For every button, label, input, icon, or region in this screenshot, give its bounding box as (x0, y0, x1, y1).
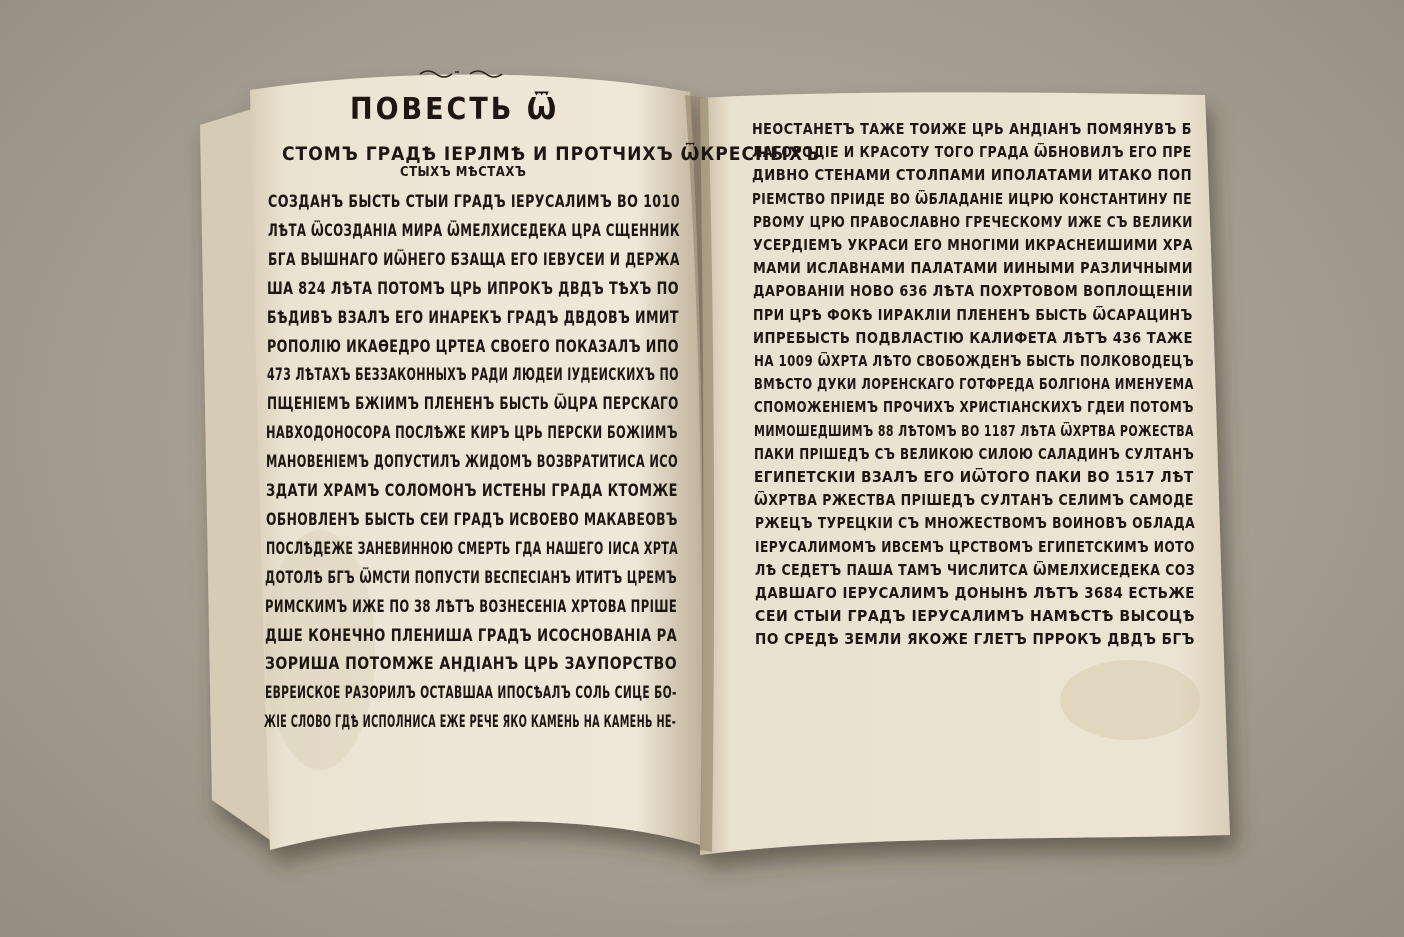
manuscript-line: МАМИ ИСЛАВНАМИ ПАЛАТАМИ ИИНЫМИ РАЗЛИЧНЫМИ (752, 259, 1193, 278)
manuscript-line: ЕВРЕИСКОЕ РАЗОРИЛЪ ОСТАВШАА ИПОСѢАЛЪ СОЛЬ СИЦЕ БО- (264, 683, 677, 704)
manuscript-line: ДАРОВАНІИ НОВО 636 ЛѢТА ПОХРТОВОМ ВОПЛОЩЕНІИ (753, 282, 1194, 301)
manuscript-line: ЛѢ СЕДЕТЪ ПАША ТАМЪ ЧИСЛИТСА ѾМЕЛХИСЕДЕКА СОЗ (754, 560, 1195, 579)
manuscript-line: ДИВНО СТЕНАМИ СТОЛПАМИ ИПОЛАТАМИ ИТАКО ПОП (752, 166, 1193, 185)
manuscript-line: ЖІЕ СЛОВО ГДѢ ИСПОЛНИСА ЕЖЕ РЕЧЕ ЯКО КАМЕНЬ НА КАМЕНЬ НЕ- (264, 712, 677, 733)
manuscript-line: ОБНОВЛЕНЪ БЫСТЬ СЕИ ГРАДЪ ИСВОЕВО МАКАВЕОВЪ (265, 509, 678, 530)
manuscript-line: НА 1009 ѾХРТА ЛѢТО СВОБОЖДЕНЪ БЫСТЬ ПОЛКОВОДЕЦЪ (753, 352, 1194, 370)
manuscript-line: СОЗДАНЪ БЫСТЬ СТЫИ ГРАДЪ ІЕРУСАЛИМЪ ВО 1010 (268, 192, 680, 212)
manuscript-line: РІЕМСТВО ПРІИДЕ ВО ѾБЛАДАНІЕ ИЦРЮ КОНСТАНТИНУ ПЕ (752, 189, 1193, 208)
manuscript-line: СЕИ СТЫИ ГРАДЪ ІЕРУСАЛИМЪ НАМѢСТѢ ВЫСОЦѢ (755, 607, 1196, 626)
page-subheading: СТОМЪ ГРАДѢ ІЕРЛМѢ И ПРОТЧИХЪ ѾКРЕСНЫХЪ (282, 143, 821, 165)
manuscript-line: ША 824 ЛѢТА ПОТОМЪ ЦРЬ ИПРОКЪ ДВДЪ ТѢХЪ ПО (267, 278, 680, 299)
manuscript-line: РЖЕЦЪ ТУРЕЦКІИ СЪ МНОЖЕСТВОМЪ ВОИНОВЪ ОБЛАДА (754, 514, 1195, 533)
manuscript-line: ПАКИ ПРІШЕДЪ СЪ ВЕЛИКОЮ СИЛОЮ САЛАДИНЪ СУЛТАНЪ (754, 444, 1195, 463)
manuscript-line: ПОСЛѢДЕЖЕ ЗАНЕВИННОЮ СМЕРТЬ ГДА НАШЕГО ІИСА ХРТА (265, 538, 678, 559)
manuscript-line: МАНОВЕНІЕМЪ ДОПУСТИЛЪ ЖИДОМЪ ВОЗВРАТИТИСА ИСО (266, 452, 679, 473)
page-subheading-2: СТЫХЪ МѢСТАХЪ (400, 165, 527, 180)
manuscript-line: ИПРЕБЫСТЬ ПОДВЛАСТІЮ КАЛИФЕТА ЛѢТЪ 436 ТАЖЕ (753, 328, 1194, 347)
manuscript-line: ЛѢТА ѾСОЗДАНІА МИРА ѾМЕЛХИСЕДЕКА ЦРА СЩЕННИК (267, 220, 680, 241)
manuscript-line: ДАВШАГО ІЕРУСАЛИМЪ ДОНЫНѢ ЛѢТЪ 3684 ЕСТЬЖЕ (755, 584, 1195, 602)
manuscript-line: ІЕРУСАЛИМОМЪ ИВСЕМЪ ЦРСТВОМЪ ЕГИПЕТСКИМЪ ИОТО (754, 537, 1195, 556)
manuscript-line: РВОМУ ЦРЮ ПРАВОСЛАВНО ГРЕЧЕСКОМУ ИЖЕ СЪ ВЕЛИКИ (752, 212, 1193, 231)
manuscript-line: БГА ВЫШНАГО ИѾНЕГО БЗАЩА ЕГО ІЕВУСЕИ И ДЕРЖА (267, 249, 680, 270)
page-heading: ПОВЕСТЬ Ѿ (350, 92, 560, 127)
manuscript-line: РОПОЛІЮ ИКАѲЕДРО ЦРТЕА СВОЕГО ПОКАЗАЛЪ ИПО (267, 336, 679, 357)
manuscript-line: БѢДИВЪ ВЗАЛЪ ЕГО ИНАРЕКЪ ГРАДЪ ДВДОВЪ ИМИТ (267, 307, 680, 328)
manuscript-line: ЕГИПЕТСКІИ ВЗАЛЪ ЕГО ИѾТОГО ПАКИ ВО 1517 ЛѢТ (754, 468, 1195, 486)
manuscript-line: РИМСКИМЪ ИЖЕ ПО 38 ЛѢТЪ ВОЗНЕСЕНІА ХРТОВА ПРІШЕ (265, 596, 678, 617)
manuscript-line: ВМѢСТО ДУКИ ЛОРЕНСКАГО ГОТФРЕДА БОЛГІОНА ИМЕНУЕМА (753, 375, 1194, 394)
manuscript-line: ѾХРТВА РЖЕСТВА ПРІШЕДЪ СУЛТАНЪ СЕЛИМЪ САМОДЕ (754, 491, 1195, 510)
manuscript-line: ПЩЕНІЕМЪ БЖІИМЪ ПЛЕНЕНЪ БЫСТЬ ѾЦРА ПЕРСКАГО (266, 394, 679, 415)
manuscript-line: ДШЕ КОНЕЧНО ПЛЕНИША ГРАДЪ ИСОСНОВАНІА РА (265, 625, 678, 646)
manuscript-line: НАВХОДОНОСОРА ПОСЛѢЖЕ КИРЪ ЦРЬ ПЕРСКИ БОЖІИМЪ (266, 423, 679, 444)
manuscript-line: СПОМОЖЕНІЕМЪ ПРОЧИХЪ ХРИСТІАНСКИХЪ ГДЕИ ПОТОМЪ (753, 398, 1194, 417)
manuscript-line: МИМОШЕДШИМЪ 88 ЛѢТОМЪ ВО 1187 ЛѢТА ѾХРТВА РОЖЕСТВА (753, 421, 1194, 440)
manuscript-line: ПРИ ЦРѢ ФОКѢ ІИРАКЛІИ ПЛЕНЕНЪ БЫСТЬ ѾСАРАЦИНЪ (753, 305, 1193, 324)
manuscript-line: 473 ЛѢТАХЪ БЕЗЗАКОННЫХЪ РАДИ ЛЮДЕИ ІУДЕИСКИХЪ ПО (266, 365, 679, 386)
manuscript-line: НЕОСТАНЕТЪ ТАЖЕ ТОИЖЕ ЦРЬ АНДІАНЪ ПОМЯНУВЪ Б (752, 120, 1193, 138)
manuscript-line: ЗДАТИ ХРАМЪ СОЛОМОНЪ ИСТЕНЫ ГРАДА КТОМЖЕ (266, 481, 678, 501)
manuscript-line: ДОТОЛѢ БГЪ ѾМСТИ ПОПУСТИ ВЕСПЕСІАНЪ ИТИТЪ ЦРЕМЪ (265, 567, 678, 588)
manuscript-line: УСЕРДІЕМЪ УКРАСИ ЕГО МНОГІМИ ИКРАСНЕИШИМИ ХРА (752, 236, 1193, 254)
manuscript-line: ЗОРИША ПОТОМЖЕ АНДІАНЪ ЦРЬ ЗАУПОРСТВО (264, 654, 677, 675)
manuscript-line: ЛАГОРОДІЕ И КРАСОТУ ТОГО ГРАДА ѾБНОВИЛЪ ЕГО ПРЕ (752, 143, 1192, 162)
manuscript-line: ПО СРЕДѢ ЗЕМЛИ ЯКОЖЕ ГЛЕТЪ ПРРОКЪ ДВДЪ БГЪ (755, 630, 1196, 649)
